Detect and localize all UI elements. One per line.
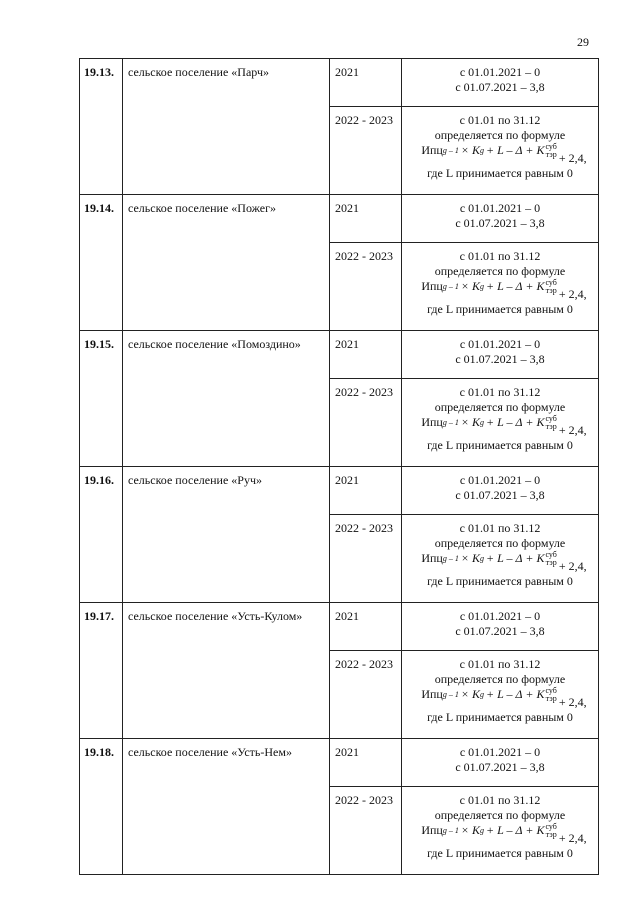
formula-k2-index	[545, 143, 556, 159]
formula-middle: + L – Δ + K	[485, 415, 545, 429]
settlement-name: сельское поселение «Усть-Нем»	[123, 739, 330, 875]
value-line: с 01.01 по 31.12	[459, 521, 541, 535]
formula-k2-index	[545, 823, 556, 839]
formula-k2-sub: тэр	[545, 558, 557, 567]
formula-k-sub: g	[479, 554, 484, 563]
formula-k: × K	[460, 143, 480, 157]
formula-tail: + 2,4,	[558, 423, 587, 437]
value-line: с 01.07.2021 – 3,8	[455, 80, 545, 94]
year-cell: 2021	[330, 331, 402, 379]
table-row	[80, 331, 599, 379]
formula-k: × K	[460, 415, 480, 429]
formula-k-sub: g	[479, 146, 484, 155]
row-number: 19.16.	[80, 467, 123, 603]
formula-k2-sup: суб	[545, 142, 557, 151]
value-line: с 01.01 по 31.12	[459, 249, 541, 263]
year-cell: 2021	[330, 603, 402, 651]
value-line: определяется по формуле	[434, 400, 566, 414]
formula	[421, 143, 586, 166]
value-line: с 01.01.2021 – 0	[459, 65, 541, 79]
formula-k: × K	[460, 279, 480, 293]
formula-tail: + 2,4,	[558, 151, 587, 165]
formula-base: Ипц	[421, 415, 443, 429]
formula-k2-index	[545, 551, 556, 567]
formula-base: Ипц	[421, 551, 443, 565]
settlement-name: сельское поселение «Пожег»	[123, 195, 330, 331]
value-cell	[402, 603, 599, 651]
formula	[421, 687, 586, 710]
value-line: с 01.07.2021 – 3,8	[455, 624, 545, 638]
formula-middle: + L – Δ + K	[485, 687, 545, 701]
formula-base-sub: g – 1	[442, 554, 459, 563]
formula-k2-sup: суб	[545, 822, 557, 831]
value-cell	[402, 739, 599, 787]
year-cell: 2022 - 2023	[330, 515, 402, 603]
value-line: определяется по формуле	[434, 264, 566, 278]
value-line: где L принимается равным 0	[427, 574, 573, 588]
formula-base: Ипц	[421, 823, 443, 837]
formula	[421, 279, 586, 302]
formula-k2-sub: тэр	[545, 694, 557, 703]
formula-middle: + L – Δ + K	[485, 143, 545, 157]
row-number: 19.17.	[80, 603, 123, 739]
year-cell: 2022 - 2023	[330, 787, 402, 875]
value-line: с 01.07.2021 – 3,8	[455, 216, 545, 230]
tariff-table	[79, 58, 599, 875]
formula-k2-sub: тэр	[545, 286, 557, 295]
formula-base: Ипц	[421, 279, 443, 293]
value-line: определяется по формуле	[434, 808, 566, 822]
value-line: с 01.01.2021 – 0	[459, 609, 541, 623]
formula-k-sub: g	[479, 282, 484, 291]
formula-base-sub: g – 1	[442, 282, 459, 291]
formula	[421, 551, 586, 574]
formula-base-sub: g – 1	[442, 418, 459, 427]
value-line: с 01.01.2021 – 0	[459, 745, 541, 759]
settlement-name: сельское поселение «Усть-Кулом»	[123, 603, 330, 739]
value-line: с 01.07.2021 – 3,8	[455, 760, 545, 774]
formula-k: × K	[460, 551, 480, 565]
row-number: 19.14.	[80, 195, 123, 331]
formula-k-sub: g	[479, 418, 484, 427]
value-line: с 01.07.2021 – 3,8	[455, 488, 545, 502]
year-cell: 2021	[330, 195, 402, 243]
value-cell	[402, 59, 599, 107]
row-number: 19.13.	[80, 59, 123, 195]
formula-k2-sub: тэр	[545, 150, 557, 159]
table-row	[80, 467, 599, 515]
settlement-name: сельское поселение «Помоздино»	[123, 331, 330, 467]
value-line: с 01.01.2021 – 0	[459, 473, 541, 487]
value-line: с 01.01 по 31.12	[459, 657, 541, 671]
value-line: с 01.01.2021 – 0	[459, 201, 541, 215]
year-cell: 2022 - 2023	[330, 107, 402, 195]
page-number: 29	[577, 35, 589, 49]
value-line: с 01.01.2021 – 0	[459, 337, 541, 351]
formula-tail: + 2,4,	[558, 559, 587, 573]
formula-base: Ипц	[421, 687, 443, 701]
row-number: 19.15.	[80, 331, 123, 467]
value-cell	[402, 243, 599, 331]
formula-k: × K	[460, 687, 480, 701]
settlement-name: сельское поселение «Парч»	[123, 59, 330, 195]
formula-k2-sub: тэр	[545, 830, 557, 839]
year-cell: 2021	[330, 739, 402, 787]
formula	[421, 823, 586, 846]
formula	[421, 415, 586, 438]
value-cell	[402, 467, 599, 515]
value-cell	[402, 331, 599, 379]
value-line: определяется по формуле	[434, 128, 566, 142]
formula-k-sub: g	[479, 690, 484, 699]
formula-base-sub: g – 1	[442, 826, 459, 835]
value-cell	[402, 107, 599, 195]
value-line: с 01.01 по 31.12	[459, 793, 541, 807]
formula-k2-index	[545, 279, 556, 295]
value-cell	[402, 195, 599, 243]
formula-base: Ипц	[421, 143, 443, 157]
formula-k2-index	[545, 687, 556, 703]
formula-k2-sup: суб	[545, 550, 557, 559]
formula-k2-index	[545, 415, 556, 431]
value-line: с 01.01 по 31.12	[459, 385, 541, 399]
row-number: 19.18.	[80, 739, 123, 875]
formula-k2-sub: тэр	[545, 422, 557, 431]
value-line: определяется по формуле	[434, 672, 566, 686]
formula-tail: + 2,4,	[558, 695, 587, 709]
formula-k2-sup: суб	[545, 414, 557, 423]
table-row	[80, 59, 599, 107]
settlement-name: сельское поселение «Руч»	[123, 467, 330, 603]
formula-k: × K	[460, 823, 480, 837]
year-cell: 2022 - 2023	[330, 379, 402, 467]
formula-tail: + 2,4,	[558, 287, 587, 301]
table-row	[80, 195, 599, 243]
table-row	[80, 739, 599, 787]
year-cell: 2021	[330, 59, 402, 107]
formula-middle: + L – Δ + K	[485, 823, 545, 837]
value-line: где L принимается равным 0	[427, 846, 573, 860]
table-row	[80, 603, 599, 651]
year-cell: 2021	[330, 467, 402, 515]
value-line: где L принимается равным 0	[427, 166, 573, 180]
formula-base-sub: g – 1	[442, 146, 459, 155]
formula-tail: + 2,4,	[558, 831, 587, 845]
formula-k-sub: g	[479, 826, 484, 835]
value-line: определяется по формуле	[434, 536, 566, 550]
value-line: где L принимается равным 0	[427, 302, 573, 316]
formula-middle: + L – Δ + K	[485, 279, 545, 293]
formula-k2-sup: суб	[545, 686, 557, 695]
year-cell: 2022 - 2023	[330, 243, 402, 331]
value-line: где L принимается равным 0	[427, 710, 573, 724]
year-cell: 2022 - 2023	[330, 651, 402, 739]
formula-middle: + L – Δ + K	[485, 551, 545, 565]
value-cell	[402, 651, 599, 739]
value-cell	[402, 787, 599, 875]
value-line: с 01.01 по 31.12	[459, 113, 541, 127]
value-cell	[402, 379, 599, 467]
formula-k2-sup: суб	[545, 278, 557, 287]
formula-base-sub: g – 1	[442, 690, 459, 699]
value-line: с 01.07.2021 – 3,8	[455, 352, 545, 366]
value-cell	[402, 515, 599, 603]
value-line: где L принимается равным 0	[427, 438, 573, 452]
